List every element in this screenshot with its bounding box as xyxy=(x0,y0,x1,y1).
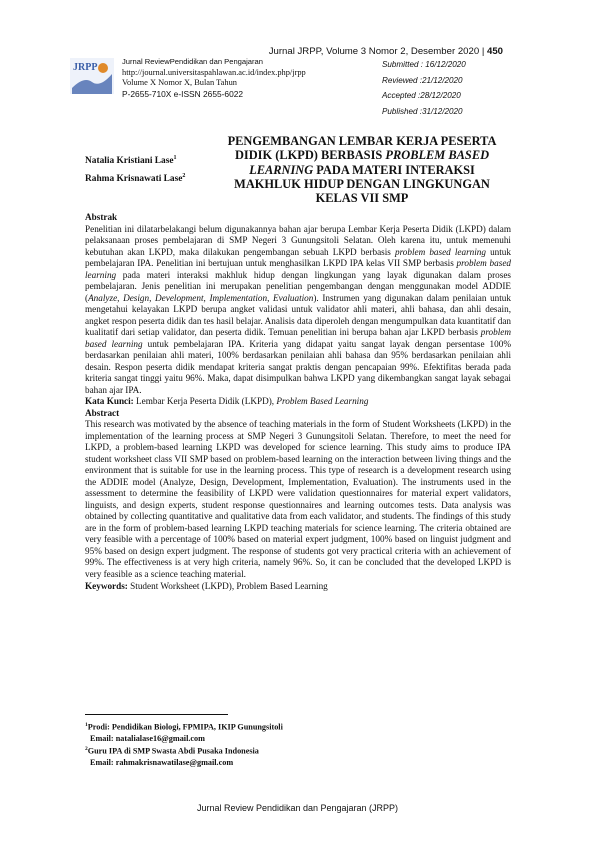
logo-text: JRPP xyxy=(73,62,98,73)
kata-kunci: Kata Kunci: Lembar Kerja Peserta Didik (LKPD), Problem Based Learning xyxy=(85,396,369,407)
submitted-date: Submitted : 16/12/2020 xyxy=(382,60,466,69)
footnote-2-email[interactable]: Email: rahmakrisnawatilase@gmail.com xyxy=(90,758,234,768)
keywords: Keywords: Student Worksheet (LKPD), Problem Based Learning xyxy=(85,580,328,591)
author-1-mark: 1 xyxy=(173,155,177,161)
title-part-2: PROBLEM BASED LEARNING xyxy=(249,148,490,177)
reviewed-date: Reviewed :21/12/2020 xyxy=(382,75,463,85)
title-part-1: PENGEMBANGAN LEMBAR KERJA PESERTA DIDIK (LKPD) BERBASIS xyxy=(227,134,497,163)
journal-logo xyxy=(70,58,114,94)
abstract-heading: Abstract xyxy=(85,407,120,418)
submission-dates xyxy=(382,57,466,119)
footnote-1-email[interactable]: Email: natalialase16@gmail.com xyxy=(90,733,205,743)
title-part-3: PADA MATERI INTERAKSI MAKHLUK HIDUP DENGAN LINGKUNGAN KELAS VII SMP xyxy=(234,162,490,206)
author-2-mark: 2 xyxy=(182,173,186,180)
paper-title xyxy=(222,134,502,205)
footnote-divider xyxy=(85,714,228,715)
keywords-label: Keywords: xyxy=(85,580,128,591)
abstract-section xyxy=(85,212,511,592)
running-head xyxy=(269,46,503,57)
accepted-date: Accepted :28/12/2020 xyxy=(382,91,461,100)
published-date: Published :31/12/2020 xyxy=(382,106,463,116)
issn-line: P-2655-710X e-ISSN 2655-6022 xyxy=(122,88,244,99)
author-1: Natalia Kristiani Lase$^1$ xyxy=(85,155,177,167)
abstrak-body: Penelitian ini dilatarbelakangi belum digunakannya bahan ajar berupa Lembar Kerja Peserta Didik (LKPD) dalam pelaksanaan proses pembelajaran di SMP Negeri 3 Gunungsitoli Selatan. Oleh karena itu, untuk memenuhi kebutuhan akan LKPD, maka dilakukan pengembangan sebuah LKPD berbasis problem based learning untuk pembelajaran IPA. Penelitian ini bertujuan untuk menghasilkan LKPD IPA kelas VII SMP berbasis problem based learning pada materi interaksi makhluk hidup dengan lingkungan yang layak digunakan dalam proses pembelajaran. Jenis penelitian ini merupakan penelitian pengembangan dengan menggunakan model ADDIE (Analyze, Design, Development, Implementation, Evaluation). Instrumen yang digunakan dalam penilaian untuk mengetahui kelayakan LKPD berupa angket validasi untuk validator ahli materi, ahli bahasa, dan ahli desain, angket respon peserta didik dan tes hasil belajar. Analisis data diperoleh dengan mengumpulkan data kuantitatif dan kualitatif dari setiap validator, dan peserta didik. Temuan penelitian ini berupa bahan ajar LKPD berbasis problem based learning untuk pembelajaran IPA. Kriteria yang didapat yaitu sangat layak dengan persentase 100% berdasarkan penilaian ahli materi, 100% berdasarkan penilaian ahli bahasa dan 95% berdasarkan penilaian ahli desain. Respon peserta didik mendapat kriteria sangat praktis dengan pencapaian 99%. Efektifitas berada pada kriteria sangat tinggi yaitu 96%. Maka, dapat disimpulkan bahwa LKPD yang dikembangkan sangat layak sebagai bahan ajar IPA. xyxy=(85,223,511,395)
abstrak-heading: Abstrak xyxy=(85,212,118,222)
footnote-1: $^1$Prodi: Pendidikan Biologi, FPMIPA, IKIP Gunungsitoli xyxy=(85,722,283,732)
kata-kunci-label: Kata Kunci: xyxy=(85,396,134,407)
footnotes xyxy=(85,720,283,768)
page-number: 450 xyxy=(486,46,503,57)
footnote-2: $^2$Guru IPA di SMP Swasta Abdi Pusaka Indonesia xyxy=(85,746,259,756)
journal-name: Jurnal ReviewPendidikan dan Pengajaran xyxy=(122,57,263,66)
journal-url[interactable]: http://journal.universitaspahlawan.ac.id/index.php/jrpp xyxy=(122,67,306,77)
author-2: Rahma Krisnawati Lase$^2$ xyxy=(85,173,186,185)
journal-info xyxy=(122,57,306,99)
running-head-text: Jurnal JRPP, Volume 3 Nomor 2, Desember 2020 | xyxy=(268,46,487,57)
page-footer: Jurnal Review Pendidikan dan Pengajaran (JRPP) xyxy=(196,803,399,813)
abstract-body: This research was motivated by the absence of teaching materials in the form of Student Worksheets (LKPD) in the implementation of the learning process at SMP Negeri 3 Gunungsitoli Selatan. Therefore, to meet the need for LKPD, a problem-based learning LKPD was developed for science learning. This study aims to produce IPA student worksheet class VII SMP based on problem-based learning on the interaction between living things and the environment that is suitable for use in the learning process. This type of research is a development research using the ADDIE model (Analyze, Design, Development, Implementation, Evaluation). The instruments used in the assessment to determine the feasibility of LKPD were validation questionnaires for material expert validators, linguists, and design experts, student response questionnaires and learning outcomes tests. Data analysis was obtained by collecting quantitative and qualitative data from each validator, and students. The findings of this study are in the form of problem-based learning LKPD teaching materials for science learning. The criteria obtained are very feasible with a percentage of 100% based on material expert judgment, 100% based on linguist judgment and 95% based on design expert judgment. The response of students got very practical criteria with an achievement of 99%. The effectiveness is at very high criteria, namely 96%. So, it can be concluded that the developed LKPD is very feasible as a science teaching material. xyxy=(85,419,511,579)
author-list xyxy=(85,151,185,187)
volume-line: Volume X Nomor X, Bulan Tahun xyxy=(122,78,237,88)
